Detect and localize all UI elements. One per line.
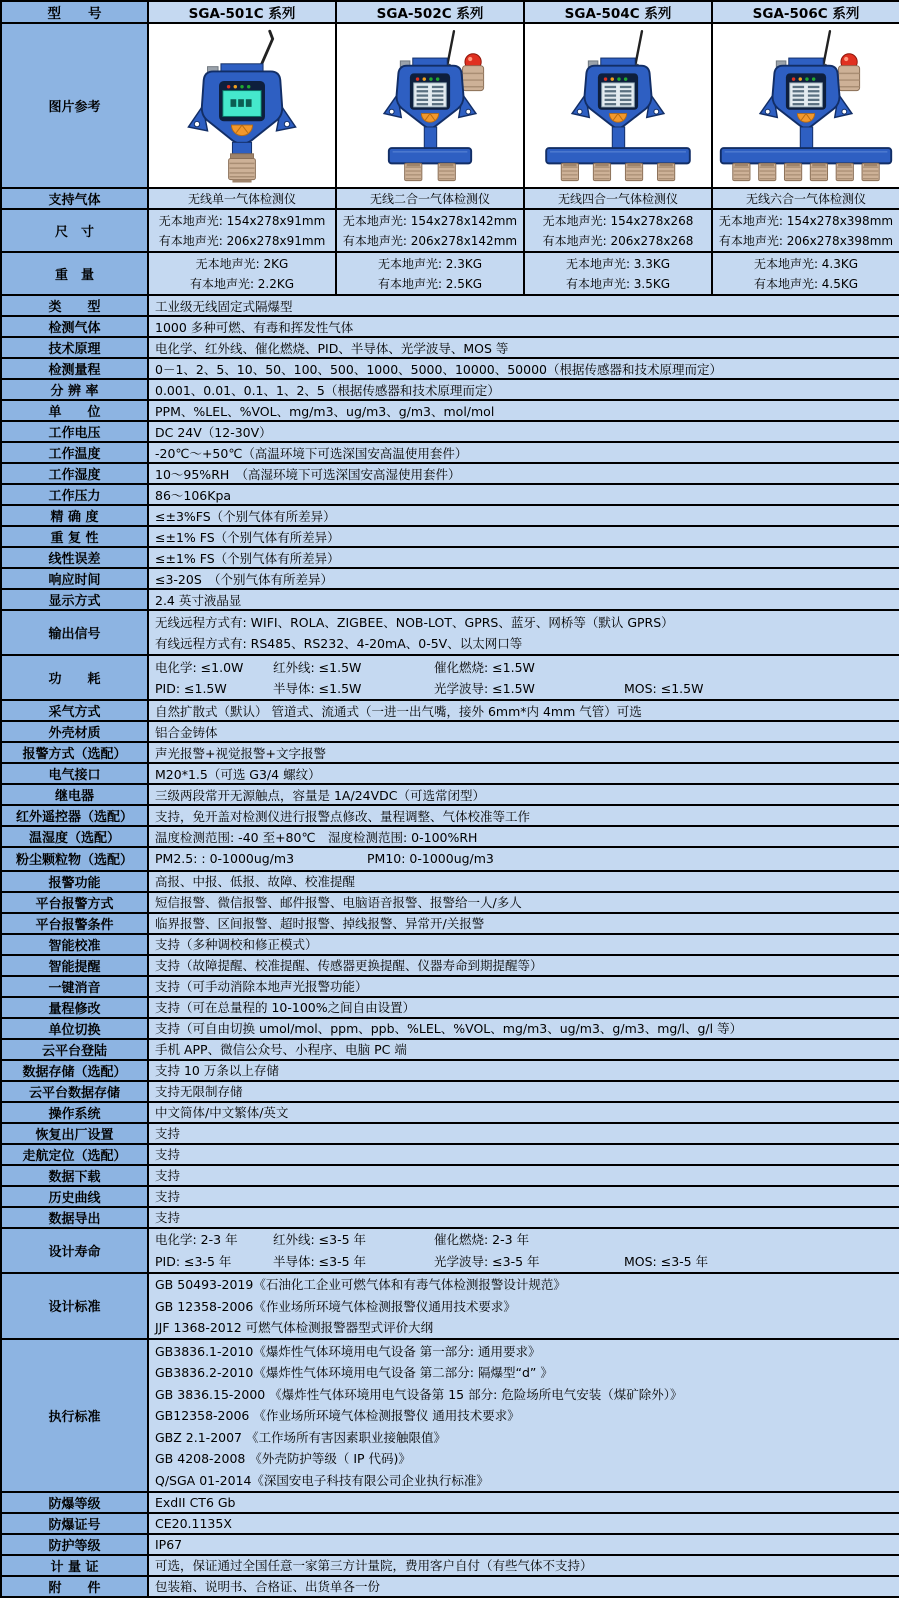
spec-row: [1, 1144, 899, 1165]
image-row-label: 图片参考: [1, 23, 148, 188]
spec-row: [1, 742, 899, 763]
spec-value: [148, 655, 899, 700]
spec-label: 工作电压: [1, 421, 148, 442]
antenna-icon: [635, 31, 642, 65]
spec-label: 一键消音: [1, 976, 148, 997]
spec-value: M20*1.5（可选 G3/4 螺纹）: [148, 763, 899, 784]
spec-row: [1, 847, 899, 871]
spec-value: 2.4 英寸液晶显: [148, 589, 899, 610]
spec-value-line: GB3836.1-2010《爆炸性气体环境用电气设备 第一部分: 通用要求》: [155, 1343, 541, 1359]
spec-value: 手机 APP、微信公众号、小程序、电脑 PC 端: [148, 1039, 899, 1060]
spec-label: 重 复 性: [1, 526, 148, 547]
spec-value-segment: PID: ≤3-5 年: [155, 1253, 232, 1269]
spec-row: [1, 1576, 899, 1597]
spec-label: 电气接口: [1, 763, 148, 784]
spec-value: 温度检测范围: -40 至+80℃ 湿度检测范围: 0-100%RH: [148, 826, 899, 847]
spec-value-line: GB3836.2-2010《爆炸性气体环境用电气设备 第二部分: 隔爆型“d” 》: [155, 1365, 553, 1381]
antenna-icon: [447, 31, 454, 65]
spec-value: 支持: [148, 1165, 899, 1186]
spec-label: 走航定位（选配）: [1, 1144, 148, 1165]
spec-row: [1, 505, 899, 526]
spec-value-line: GB12358-2006 《作业场所环境气体检测报警仪 通用技术要求》: [155, 1408, 520, 1424]
spec-value: 支持，免开盖对检测仪进行报警点修改、量程调整、气体校准等工作: [148, 805, 899, 826]
spec-label: 附 件: [1, 1576, 148, 1597]
spec-label: 防护等级: [1, 1534, 148, 1555]
model-header: SGA-504C 系列: [524, 1, 712, 23]
model-spec-value: [712, 209, 899, 252]
spec-value: ≤3-20S （个别气体有所差异）: [148, 568, 899, 589]
spec-value: 支持: [148, 1144, 899, 1165]
spec-row: [1, 1513, 899, 1534]
sga-504c-product-image: [524, 23, 712, 188]
spec-label: 线性误差: [1, 547, 148, 568]
spec-label: 类 型: [1, 295, 148, 316]
model-spec-line: 无本地声光: 4.3KG: [753, 256, 859, 271]
model-spec-line: 有本地声光: 4.5KG: [753, 277, 859, 292]
spec-label: 数据存储（选配）: [1, 1060, 148, 1081]
spec-value: [148, 1339, 899, 1492]
spec-label: 单 位: [1, 400, 148, 421]
spec-value: 三级两段常开无源触点，容量是 1A/24VDC（可选常闭型）: [148, 784, 899, 805]
spec-label: 智能校准: [1, 934, 148, 955]
spec-value: 支持无限制存储: [148, 1081, 899, 1102]
spec-row: [1, 589, 899, 610]
spec-label: 工作温度: [1, 442, 148, 463]
spec-value-line: [155, 656, 893, 678]
spec-value-line: GB 4208-2008 《外壳防护等级（ IP 代码)》: [155, 1451, 411, 1467]
spec-row: [1, 934, 899, 955]
spec-row: [1, 1018, 899, 1039]
spec-value: 电化学、红外线、催化燃烧、PID、半导体、光学波导、MOS 等: [148, 337, 899, 358]
spec-value-segment: 红外线: ≤3-5 年: [273, 1232, 367, 1248]
spec-row: [1, 547, 899, 568]
spec-value: ≤±1% FS（个别气体有所差异）: [148, 547, 899, 568]
image-row: [1, 23, 899, 188]
spec-row: [1, 1186, 899, 1207]
spec-label: 报警方式（选配）: [1, 742, 148, 763]
spec-value: 0.001、0.01、0.1、1、2、5（根据传感器和技术原理而定）: [148, 379, 899, 400]
spec-label: 防爆等级: [1, 1492, 148, 1513]
spec-value: 86～106Kpa: [148, 484, 899, 505]
model-spec-line: 无本地声光: 154x278x91mm: [158, 213, 326, 228]
spec-value-line: 无线远程方式有: WIFI、ROLA、ZIGBEE、NOB-LOT、GPRS、蓝牙、网桥等（默认 GPRS）: [155, 614, 674, 630]
spec-value: [148, 1228, 899, 1273]
spec-value: 支持: [148, 1207, 899, 1228]
model-spec-value: [712, 252, 899, 295]
spec-label: 工作压力: [1, 484, 148, 505]
spec-label: 设计标准: [1, 1273, 148, 1340]
spec-label: 计 量 证: [1, 1555, 148, 1576]
spec-value: ≤±1% FS（个别气体有所差异）: [148, 526, 899, 547]
spec-row: [1, 463, 899, 484]
model-spec-value: 无线六合一气体检测仪: [712, 188, 899, 209]
spec-value-line: [155, 1229, 893, 1251]
spec-row: [1, 784, 899, 805]
spec-label: 检测量程: [1, 358, 148, 379]
model-spec-line: 有本地声光: 206x278x91mm: [158, 234, 326, 249]
spec-label: 设计寿命: [1, 1228, 148, 1273]
spec-label: 采气方式: [1, 700, 148, 721]
model-spec-line: 无本地声光: 154x278x268: [542, 213, 694, 228]
model-spec-line: 有本地声光: 206x278x142mm: [342, 234, 518, 249]
spec-row: [1, 379, 899, 400]
spec-value-segment: 电化学: ≤1.0W: [155, 659, 244, 675]
spec-row: [1, 763, 899, 784]
spec-label: 恢复出厂设置: [1, 1123, 148, 1144]
spec-row: [1, 1039, 899, 1060]
spec-label: 执行标准: [1, 1339, 148, 1492]
gas-detector-illustration: [716, 24, 896, 184]
header-row: [1, 1, 899, 23]
spec-label: 红外遥控器（选配）: [1, 805, 148, 826]
spec-row: [1, 955, 899, 976]
spec-value-line: [155, 848, 893, 870]
spec-value-segment: 半导体: ≤1.5W: [273, 681, 362, 697]
spec-value-segment: 催化燃烧: ≤1.5W: [434, 659, 535, 675]
spec-value: ≤±3%FS（个别气体有所差异）: [148, 505, 899, 526]
spec-label: 云平台登陆: [1, 1039, 148, 1060]
model-spec-line: 有本地声光: 2.2KG: [189, 277, 295, 292]
model-spec-line: 无本地声光: 2.3KG: [377, 256, 483, 271]
spec-row: [1, 526, 899, 547]
spec-label: 技术原理: [1, 337, 148, 358]
sga-506c-product-image: [712, 23, 899, 188]
model-spec-value: 无线单一气体检测仪: [148, 188, 336, 209]
spec-value: 高报、中报、低报、故障、校准提醒: [148, 871, 899, 892]
spec-value-line: [155, 678, 893, 700]
model-spec-line: 无本地声光: 2KG: [195, 256, 289, 271]
spec-row: [1, 892, 899, 913]
spec-label: 功 耗: [1, 655, 148, 700]
model-spec-value: [336, 252, 524, 295]
spec-value: 0－1、2、5、10、50、100、500、1000、5000、10000、50000（根据传感器和技术原理而定）: [148, 358, 899, 379]
spec-label: 尺 寸: [1, 209, 148, 252]
model-spec-value: 无线四合一气体检测仪: [524, 188, 712, 209]
spec-row: [1, 1081, 899, 1102]
spec-value-line: JJF 1368-2012 可燃气体检测报警器型式评价大纲: [155, 1320, 434, 1336]
spec-row: [1, 1165, 899, 1186]
spec-value: 临界报警、区间报警、超时报警、掉线报警、异常开/关报警: [148, 913, 899, 934]
spec-value: -20℃～+50℃（高温环境下可选深国安高温使用套件）: [148, 442, 899, 463]
spec-row: [1, 1492, 899, 1513]
spec-row: [1, 442, 899, 463]
spec-value-segment: 催化燃烧: 2-3 年: [434, 1232, 530, 1248]
spec-label: 支持气体: [1, 188, 148, 209]
model-header: SGA-506C 系列: [712, 1, 899, 23]
spec-row: [1, 913, 899, 934]
spec-row: [1, 337, 899, 358]
spec-value: 可选，保证通过全国任意一家第三方计量院，费用客户自付（有些气体不支持）: [148, 1555, 899, 1576]
spec-value: DC 24V（12-30V）: [148, 421, 899, 442]
model-spec-value: [524, 252, 712, 295]
spec-label: 平台报警方式: [1, 892, 148, 913]
spec-label: 数据下载: [1, 1165, 148, 1186]
spec-row: [1, 1123, 899, 1144]
spec-value: CE20.1135X: [148, 1513, 899, 1534]
spec-row: [1, 655, 899, 700]
spec-row: [1, 1534, 899, 1555]
spec-label: 响应时间: [1, 568, 148, 589]
spec-row: [1, 1273, 899, 1340]
spec-value: IP67: [148, 1534, 899, 1555]
spec-row: [1, 721, 899, 742]
spec-label: 防爆证号: [1, 1513, 148, 1534]
spec-value-line: GB 3836.15-2000 《爆炸性气体环境用电气设备第 15 部分: 危险场所电气安装（煤矿除外）》: [155, 1386, 683, 1402]
spec-value: 短信报警、微信报警、邮件报警、电脑语音报警、报警给一人/多人: [148, 892, 899, 913]
spec-row: [1, 316, 899, 337]
model-spec-line: 有本地声光: 2.5KG: [377, 277, 483, 292]
spec-value-line: [155, 1250, 893, 1272]
model-spec-line: 有本地声光: 206x278x398mm: [718, 234, 894, 249]
spec-value-segment: PID: ≤1.5W: [155, 680, 227, 696]
gas-detector-illustration: [152, 24, 332, 184]
spec-value: 支持（可自由切换 umol/mol、ppm、ppb、%LEL、%VOL、mg/m3、ug/m3、g/m3、mg/l、g/l 等）: [148, 1018, 899, 1039]
spec-row: [1, 1207, 899, 1228]
model-spec-line: 无本地声光: 154x278x142mm: [342, 213, 518, 228]
spec-value: [148, 1273, 899, 1340]
spec-row: [1, 805, 899, 826]
spec-value-segment: MOS: ≤1.5W: [624, 680, 704, 696]
spec-value-segment: 电化学: 2-3 年: [155, 1232, 238, 1248]
spec-value: 支持 10 万条以上存储: [148, 1060, 899, 1081]
spec-label: 显示方式: [1, 589, 148, 610]
spec-value-segment: 光学波导: ≤1.5W: [434, 681, 535, 697]
spec-row: [1, 295, 899, 316]
spec-value: 1000 多种可燃、有毒和挥发性气体: [148, 316, 899, 337]
model-spec-value: [336, 209, 524, 252]
spec-label: 粉尘颗粒物（选配）: [1, 847, 148, 871]
spec-label: 操作系统: [1, 1102, 148, 1123]
model-spec-value: [148, 252, 336, 295]
spec-row: [1, 976, 899, 997]
spec-label: 重 量: [1, 252, 148, 295]
spec-row: [1, 568, 899, 589]
spec-row: [1, 358, 899, 379]
spec-value-segment: PM10: 0-1000ug/m3: [367, 851, 494, 867]
sga-501c-product-image: [148, 23, 336, 188]
spec-value: 工业级无线固定式隔爆型: [148, 295, 899, 316]
spec-row: [1, 871, 899, 892]
spec-label: 温湿度（选配）: [1, 826, 148, 847]
spec-value-line: 有线远程方式有: RS485、RS232、4-20mA、0-5V、以太网口等: [155, 636, 523, 652]
spec-value-segment: PM2.5: : 0-1000ug/m3: [155, 851, 295, 867]
gas-detector-illustration: [528, 24, 708, 184]
spec-label: 输出信号: [1, 610, 148, 655]
spec-label: 工作湿度: [1, 463, 148, 484]
spec-value: 铝合金铸体: [148, 721, 899, 742]
spec-label: 量程修改: [1, 997, 148, 1018]
spec-value: 支持（故障提醒、校准提醒、传感器更换提醒、仪器寿命到期提醒等）: [148, 955, 899, 976]
model-spec-row: [1, 209, 899, 252]
spec-value: [148, 847, 899, 871]
spec-value: 支持: [148, 1123, 899, 1144]
spec-value: 10～95%RH （高湿环境下可选深国安高湿使用套件）: [148, 463, 899, 484]
spec-value-line: GB 12358-2006《作业场所环境气体检测报警仪通用技术要求》: [155, 1298, 516, 1314]
spec-value-segment: 半导体: ≤3-5 年: [273, 1253, 367, 1269]
spec-row: [1, 1102, 899, 1123]
model-spec-line: 有本地声光: 3.5KG: [565, 277, 671, 292]
spec-label: 报警功能: [1, 871, 148, 892]
spec-value-segment: 光学波导: ≤3-5 年: [434, 1253, 540, 1269]
model-spec-value: [524, 209, 712, 252]
spec-row: [1, 700, 899, 721]
spec-value: [148, 610, 899, 655]
spec-value-line: GBZ 2.1-2007 《工作场所有害因素职业接触限值》: [155, 1429, 446, 1445]
spec-value: 支持（可手动消除本地声光报警功能）: [148, 976, 899, 997]
model-spec-value: 无线二合一气体检测仪: [336, 188, 524, 209]
spec-row: [1, 610, 899, 655]
spec-label: 单位切换: [1, 1018, 148, 1039]
model-spec-value: [148, 209, 336, 252]
spec-row: [1, 1555, 899, 1576]
spec-label: 智能提醒: [1, 955, 148, 976]
spec-value: 包装箱、说明书、合格证、出货单各一份: [148, 1576, 899, 1597]
model-header: SGA-501C 系列: [148, 1, 336, 23]
spec-label: 数据导出: [1, 1207, 148, 1228]
spec-row: [1, 400, 899, 421]
model-spec-line: 无本地声光: 3.3KG: [565, 256, 671, 271]
spec-row: [1, 1228, 899, 1273]
gas-detector-illustration: [340, 24, 520, 184]
spec-value-line: GB 50493-2019《石油化工企业可燃气体和有毒气体检测报警设计规范》: [155, 1277, 566, 1293]
spec-value: 支持（多种调校和修正模式）: [148, 934, 899, 955]
model-header: SGA-502C 系列: [336, 1, 524, 23]
spec-value-segment: MOS: ≤3-5 年: [624, 1253, 709, 1269]
spec-label: 外壳材质: [1, 721, 148, 742]
spec-label: 历史曲线: [1, 1186, 148, 1207]
model-spec-line: 有本地声光: 206x278x268: [542, 234, 694, 249]
model-column-label: 型 号: [1, 1, 148, 23]
spec-value: 支持: [148, 1186, 899, 1207]
spec-label: 精 确 度: [1, 505, 148, 526]
spec-label: 平台报警条件: [1, 913, 148, 934]
spec-label: 云平台数据存储: [1, 1081, 148, 1102]
model-spec-line: 无本地声光: 154x278x398mm: [718, 213, 894, 228]
spec-row: [1, 826, 899, 847]
model-spec-row: [1, 252, 899, 295]
spec-value: ExdII CT6 Gb: [148, 1492, 899, 1513]
spec-value: 中文简体/中文繁体/英文: [148, 1102, 899, 1123]
spec-row: [1, 1060, 899, 1081]
spec-row: [1, 1339, 899, 1492]
spec-value-segment: 红外线: ≤1.5W: [273, 659, 362, 675]
spec-value: PPM、%LEL、%VOL、mg/m3、ug/m3、g/m3、mol/mol: [148, 400, 899, 421]
spec-label: 检测气体: [1, 316, 148, 337]
spec-row: [1, 484, 899, 505]
model-spec-row: [1, 188, 899, 209]
spec-label: 分 辨 率: [1, 379, 148, 400]
spec-row: [1, 421, 899, 442]
spec-value: 支持（可在总量程的 10-100%之间自由设置）: [148, 997, 899, 1018]
spec-row: [1, 997, 899, 1018]
spec-value: 自然扩散式（默认） 管道式、流通式（一进一出气嘴，接外 6mm*内 4mm 气管）可选: [148, 700, 899, 721]
spec-label: 继电器: [1, 784, 148, 805]
antenna-icon: [823, 31, 830, 65]
sga-502c-product-image: [336, 23, 524, 188]
spec-value-line: Q/SGA 01-2014《深国安电子科技有限公司企业执行标准》: [155, 1472, 489, 1488]
spec-value: 声光报警+视觉报警+文字报警: [148, 742, 899, 763]
